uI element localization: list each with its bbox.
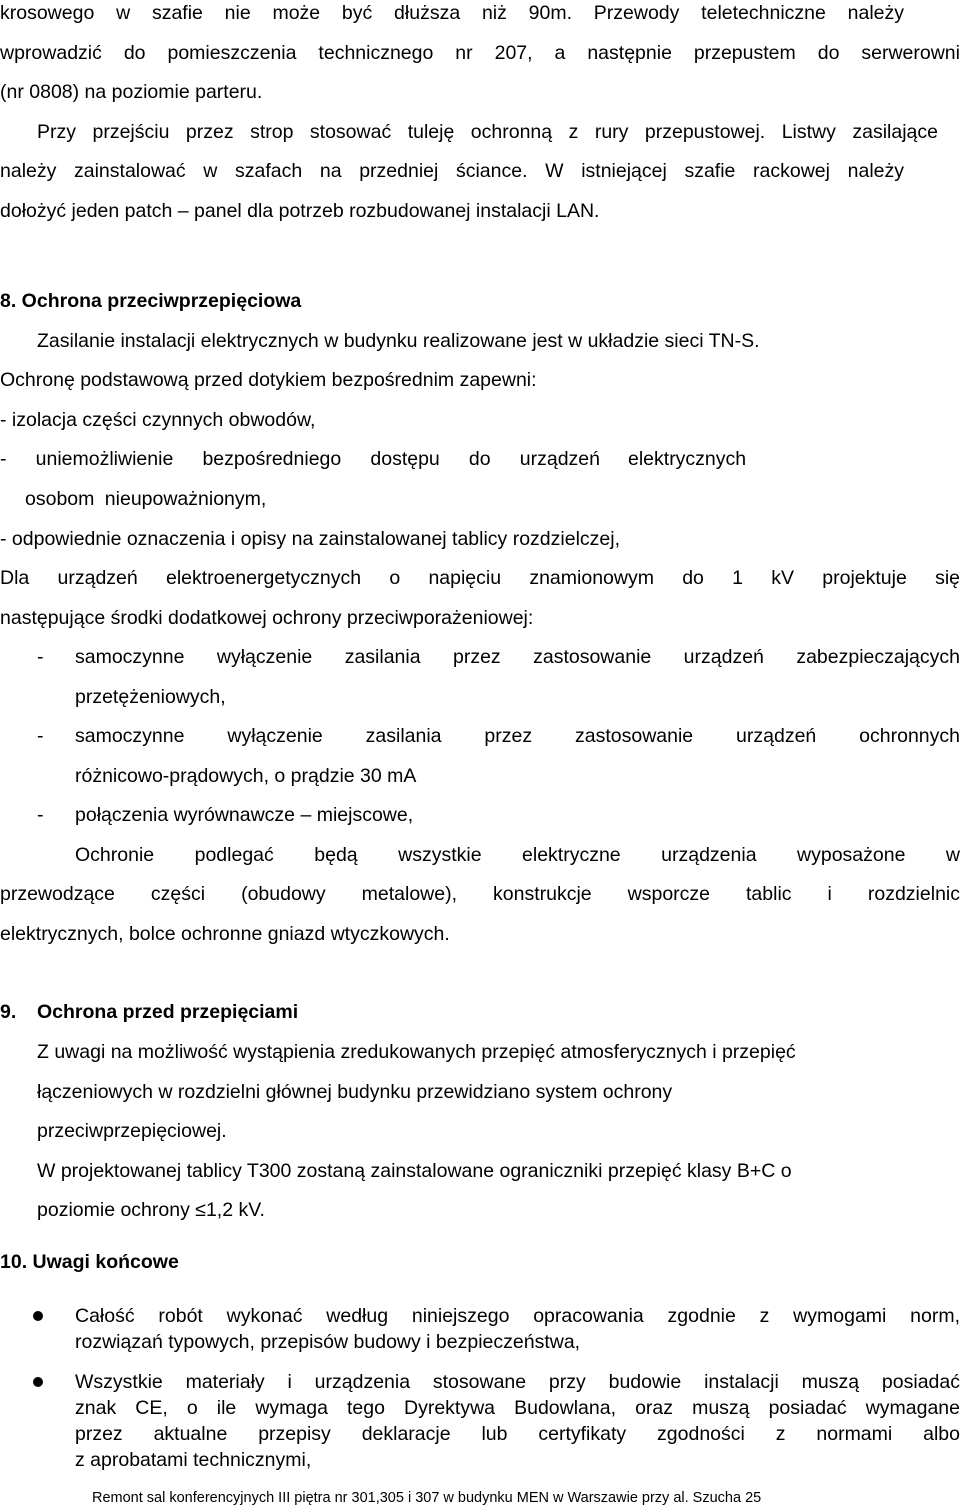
paragraph-line: należy zainstalować w szafach na przedniej ściance. W istniejącej szafie rackowej należy: [0, 160, 904, 182]
list-dash: -: [37, 725, 44, 747]
list-item: Całość robót wykonać według niniejszego opracowania zgodnie z wymogami norm,: [75, 1305, 960, 1327]
paragraph-line: Ochronie podlegać będą wszystkie elektryczne urządzenia wyposażone w: [75, 844, 960, 866]
paragraph-line: krosowego w szafie nie może być dłuższa niż 90m. Przewody teletechniczne należy: [0, 2, 904, 24]
list-item: Wszystkie materiały i urządzenia stosowane przy budowie instalacji muszą posiadać: [75, 1371, 960, 1393]
list-dash: -: [37, 804, 44, 826]
list-item-continuation: przez aktualne przepisy deklaracje lub certyfikaty zgodności z normami albo: [75, 1423, 960, 1445]
list-item: - odpowiednie oznaczenia i opisy na zainstalowanej tablicy rozdzielczej,: [0, 528, 621, 550]
list-item-continuation: osobom nieupoważnionym,: [25, 488, 267, 510]
paragraph-line: Dla urządzeń elektroenergetycznych o napięciu znamionowym do 1 kV projektuje się: [0, 567, 960, 589]
paragraph-line: przeciwprzepięciowej.: [37, 1120, 227, 1142]
paragraph-line: dołożyć jeden patch – panel dla potrzeb rozbudowanej instalacji LAN.: [0, 200, 600, 222]
list-dash: -: [37, 646, 44, 668]
list-item: połączenia wyrównawcze – miejscowe,: [75, 804, 414, 826]
paragraph-line: przewodzące części (obudowy metalowe), konstrukcje wsporcze tablic i rozdzielnic: [0, 883, 960, 905]
bullet-icon: [33, 1377, 43, 1387]
paragraph-line: (nr 0808) na poziomie parteru.: [0, 81, 263, 103]
section-number: 9.: [0, 1001, 17, 1023]
list-item-continuation: z aprobatami technicznymi,: [75, 1449, 312, 1471]
paragraph-line: elektrycznych, bolce ochronne gniazd wtyczkowych.: [0, 923, 450, 945]
paragraph-line: W projektowanej tablicy T300 zostaną zainstalowane ograniczniki przepięć klasy B+C o: [37, 1160, 792, 1182]
section-heading: Ochrona przed przepięciami: [37, 1001, 299, 1023]
list-item-continuation: znak CE, o ile wymaga tego Dyrektywa Budowlana, oraz muszą posiadać wymagane: [75, 1397, 960, 1419]
paragraph-line: Przy przejściu przez strop stosować tuleję ochronną z rury przepustowej. Listwy zasilające: [37, 121, 938, 143]
list-item-continuation: elektrycznych: [628, 448, 747, 470]
list-item: - izolacja części czynnych obwodów,: [0, 409, 316, 431]
paragraph-line: następujące środki dodatkowej ochrony przeciwporażeniowej:: [0, 607, 534, 629]
bullet-icon: [33, 1311, 43, 1321]
list-item-continuation: różnicowo-prądowych, o prądzie 30 mA: [75, 765, 417, 787]
section-heading: 8. Ochrona przeciwprzepięciowa: [0, 290, 302, 312]
page-footer: Remont sal konferencyjnych III piętra nr 301,305 i 307 w budynku MEN w Warszawie przy al. Szucha 25: [92, 1490, 762, 1506]
paragraph-line: łączeniowych w rozdzielni głównej budynku przewidziano system ochrony: [37, 1081, 673, 1103]
paragraph-line: Z uwagi na możliwość wystąpienia zredukowanych przepięć atmosferycznych i przepięć: [37, 1041, 796, 1063]
section-heading: 10. Uwagi końcowe: [0, 1251, 179, 1273]
list-item: - uniemożliwienie bezpośredniego dostępu do urządzeń: [0, 448, 600, 470]
paragraph-line: Zasilanie instalacji elektrycznych w budynku realizowane jest w układzie sieci TN-S.: [37, 330, 760, 352]
list-item: samoczynne wyłączenie zasilania przez zastosowanie urządzeń zabezpieczających: [75, 646, 960, 668]
list-item: samoczynne wyłączenie zasilania przez zastosowanie urządzeń ochronnych: [75, 725, 960, 747]
paragraph-line: poziomie ochrony ≤1,2 kV.: [37, 1199, 265, 1221]
paragraph-line: Ochronę podstawową przed dotykiem bezpośrednim zapewni:: [0, 369, 537, 391]
list-item-continuation: rozwiązań typowych, przepisów budowy i bezpieczeństwa,: [75, 1331, 581, 1353]
paragraph-line: wprowadzić do pomieszczenia technicznego nr 207, a następnie przepustem do serwerowni: [0, 42, 960, 64]
list-item-continuation: przetężeniowych,: [75, 686, 226, 708]
